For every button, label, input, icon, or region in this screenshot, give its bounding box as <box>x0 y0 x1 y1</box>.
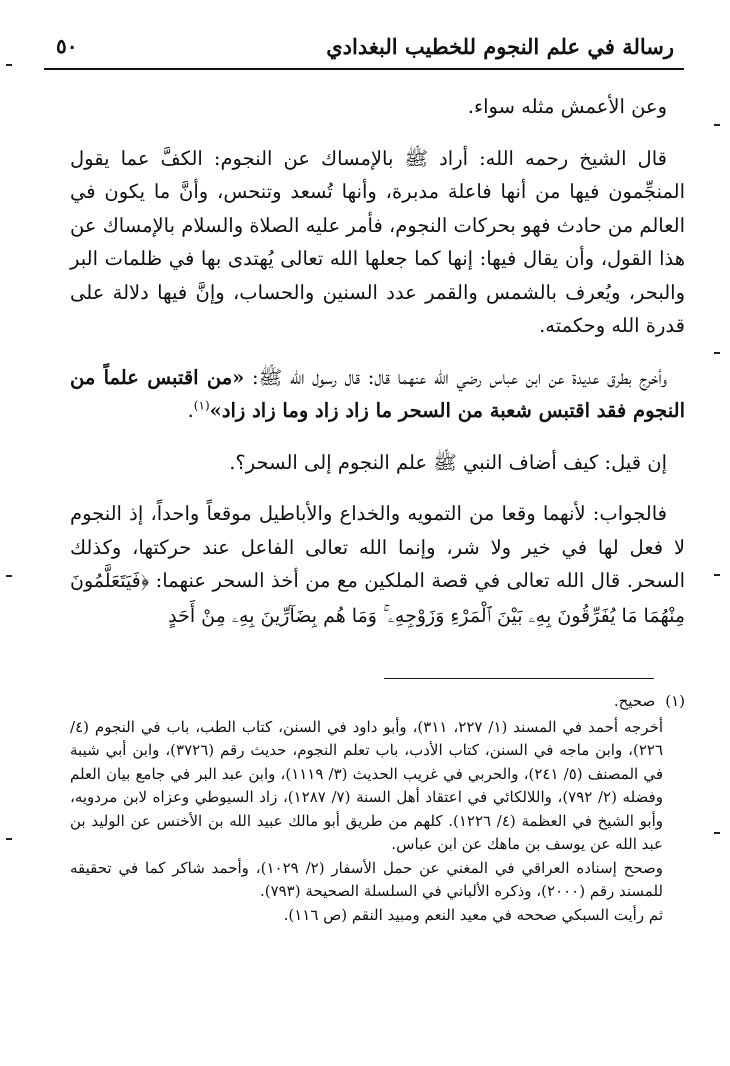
scan-mark <box>714 124 720 126</box>
footnote-ref: (١) <box>193 398 210 413</box>
body-paragraph <box>70 90 685 124</box>
hadith-text: «من اقتبس علماً من النجوم فقد اقتبس شعبة من السحر ما زاد زاد وما زاد زاد» <box>70 365 685 422</box>
footnote-paragraph: وصحح إسناده العراقي في المغني عن حمل الأسفار (٢/ ١٠٢٩)، وأحمد شاكر كما في تحقيقه للمسند رقم (٢٠٠٠)، وذكره الألباني في السلسلة الصحيحة (٧٩٣). <box>70 858 663 900</box>
page-header <box>44 30 684 70</box>
body-paragraph <box>70 142 685 343</box>
footnote-number: (١) <box>665 692 685 710</box>
footnote-body <box>70 716 685 928</box>
running-title: رسالة في علم النجوم للخطيب البغدادي <box>326 34 674 59</box>
footnote <box>70 690 685 927</box>
scan-mark <box>6 64 12 66</box>
text-run: إن قيل: كيف أضاف النبي ﷺ علم النجوم إلى السحر؟. <box>229 450 667 474</box>
scan-mark <box>714 832 720 834</box>
page-number: ٥٠ <box>56 34 78 58</box>
text-run: قال الشيخ رحمه الله: أراد ﷺ بالإمساك عن النجوم: الكفَّ عما يقول المنجِّمون فيها من أنها فاعلة مدبرة، وأنها تُسعد وتنحس، وأنَّ ما يكون في العالم من حادث فهو بحركات النجوم، فأمر عليه الصلاة والسلام بالإمساك عن هذا القول، وأن يقال فيها: إنها كما جعلها الله تعالى يُهتدى بها في ظلمات البر والبحر، ويُعرف بالشمس والقمر عدد السنين والحساب، وإنَّ فيها دلالة على قدرة الله وحكمته. <box>70 146 686 337</box>
quran-verse: ﴿فَيَتَعَلَّمُونَ مِنْهُمَا مَا يُفَرِّقُونَ بِهِۦ بَيْنَ ٱلْمَرْءِ وَزَوْجِهِۦ ۚ وَمَا هُم بِضَآرِّينَ بِهِۦ مِنْ أَحَدٍ <box>70 570 685 627</box>
text-run: وأخرج بطرق عديدة عن ابن عباس رضي الله عنهما قال: قال رسول الله ﷺ: <box>244 365 667 389</box>
body-paragraph <box>70 497 685 633</box>
footnote-paragraph: أخرجه أحمد في المسند (١/ ٢٢٧، ٣١١)، وأبو داود في السنن، كتاب الطب، باب في النجوم (٤/ ٢٢٦)، وابن ماجه في السنن، كتاب الأدب، باب تعلم النجوم، حديث رقم (٣٧٢٦)، وابن أبي شيبة في المصنف (٥/ ٢٤١)، والحربي في غريب الحديث (٣/ ١١١٩)، وابن عبد البر في جامع بيان العلم وفضله (٢/ ٧٩٢)، واللالكائي في اعتقاد أهل السنة (٧/ ١٢٨٧)، زاد السيوطي وعزاه لابن مردويه، وأبو الشيخ في العظمة (٤/ ١٢٢٦). كلهم من طريق أبو مالك عبيد الله بن الأخنس عن الوليد بن عبد الله عن يوسف بن ماهك عن ابن عباس. <box>70 717 664 853</box>
footnote-grade: صحيح. <box>613 692 656 710</box>
text-run: . <box>187 399 194 422</box>
scan-mark <box>6 838 12 840</box>
footnote-paragraph: ثم رأيت السبكي صححه في معيد النعم ومبيد النقم (ص ١١٦). <box>283 905 663 924</box>
scan-mark <box>714 352 720 354</box>
scan-mark <box>714 574 720 576</box>
footnote-lead <box>70 690 685 714</box>
scan-mark <box>6 575 12 577</box>
text-run: فالجواب: لأنهما وقعا من التمويه والخداع والأباطيل موقعاً واحداً، إذ النجوم لا فعل لها في خير ولا شر، وإنما الله تعالى الفاعل عند حركتها، وكذلك السحر. قال الله تعالى في قصة الملكين مع من أخذ السحر عنهما: <box>70 502 685 592</box>
footnote-separator <box>384 678 654 679</box>
header-rule <box>44 68 684 70</box>
text-run: وعن الأعمش مثله سواء. <box>467 95 667 118</box>
main-text <box>70 90 685 651</box>
body-paragraph <box>70 361 685 428</box>
body-paragraph <box>70 446 685 480</box>
